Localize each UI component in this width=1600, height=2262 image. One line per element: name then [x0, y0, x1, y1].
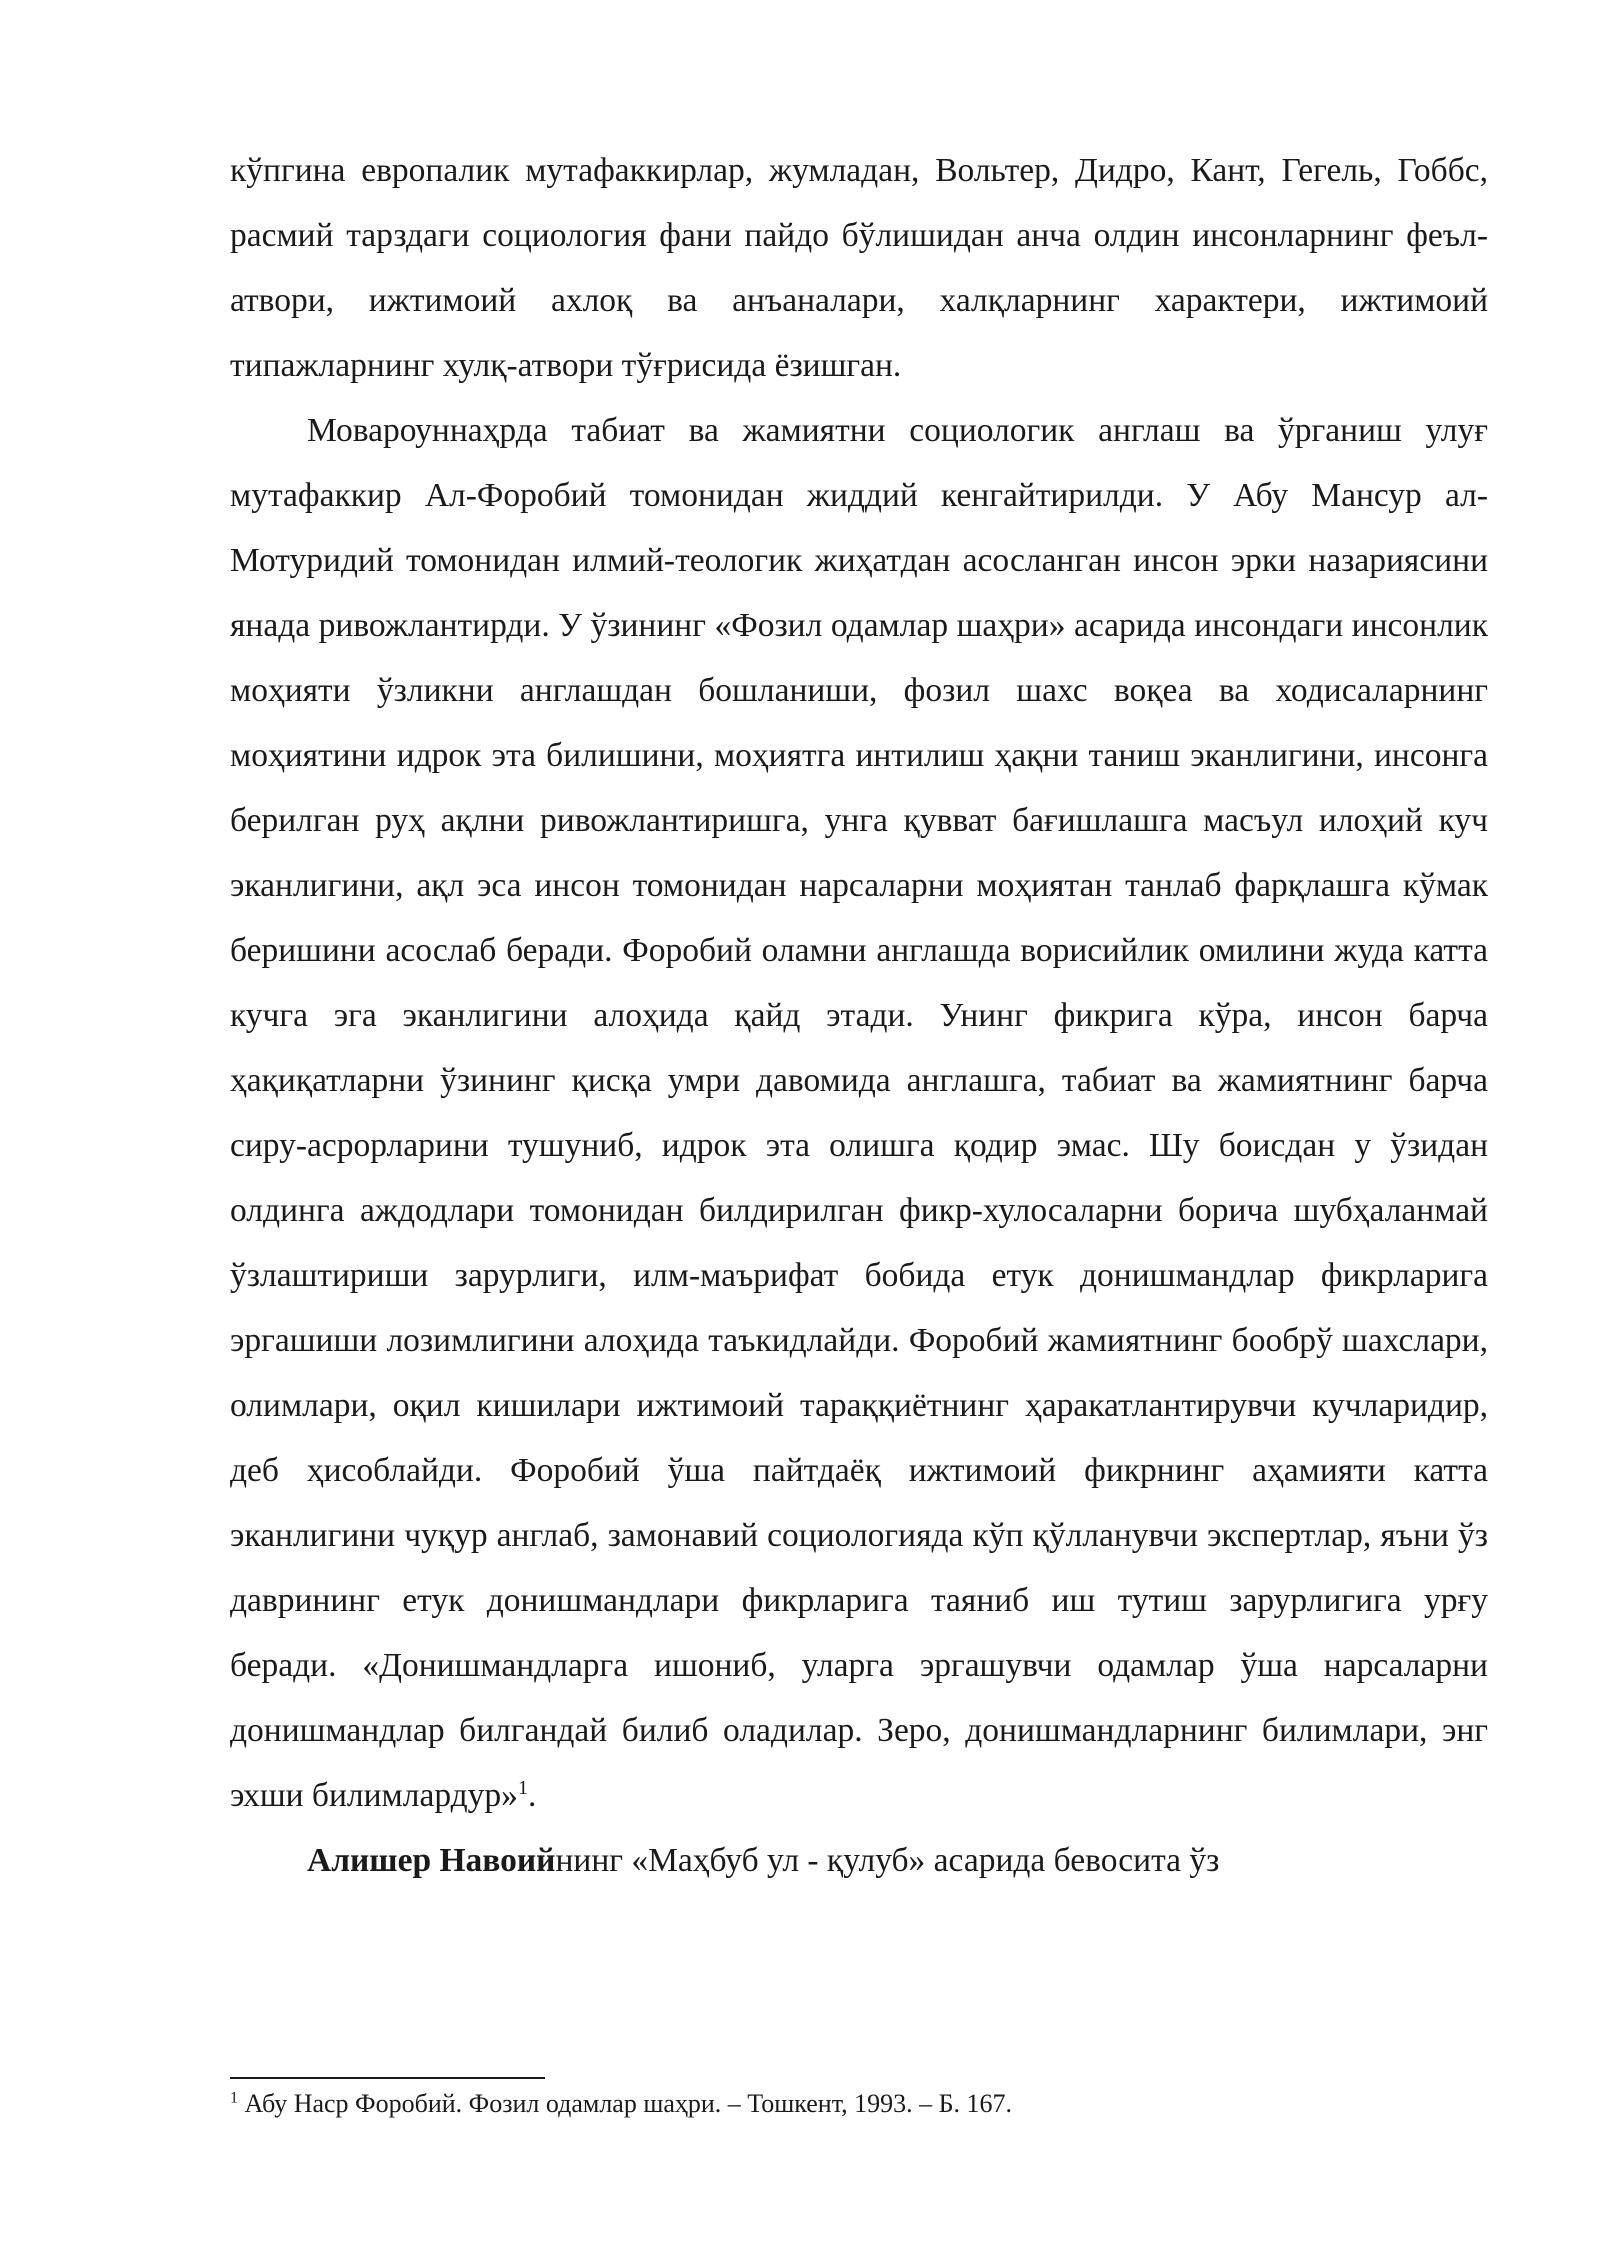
footnote-text: Абу Наср Форобий. Фозил одамлар шаҳри. – Тошкент, 1993. – Б. 167.: [238, 2089, 1013, 2118]
footnote-separator: [230, 2077, 545, 2079]
footnote-reference[interactable]: 1: [517, 1776, 528, 1799]
paragraph-1: [230, 138, 1488, 398]
paragraph-2-text: Мовароуннаҳрда табиат ва жамиятни социологик англаш ва ўрганиш улуғ мутафаккир Ал-Форобий томонидан жиддий кенгайтирилди. У Абу Мансур ал-Мотуридий томонидан илмий-теологик жиҳатдан асосланган инсон эрки назариясини янада ривожлантирди. У ўзининг «Фозил одамлар шаҳри» асарида инсондаги инсонлик моҳияти ўзликни англашдан бошланиши, фозил шахс воқеа ва ходисаларнинг моҳиятини идрок эта билишини, моҳиятга интилиш ҳақни таниш эканлигини, инсонга берилган руҳ ақлни ривожлантиришга, унга қувват бағишлашга масъул илоҳий куч эканлигини, ақл эса инсон томонидан нарсаларни моҳиятан танлаб фарқлашга кўмак беришини асослаб беради. Форобий оламни англашда ворисийлик омилини жуда катта кучга эга эканлигини алоҳида қайд этади. Унинг фикрига кўра, инсон барча ҳақиқатларни ўзининг қисқа умри давомида англашга, табиат ва жамиятнинг барча сиру-асрорларини тушуниб, идрок эта олишга қодир эмас. Шу боисдан у ўзидан олдинга аждодлари томонидан билдирилган фикр-хулосаларни борича шубҳаланмай ўзлаштириши зарурлиги, илм-маърифат бобида етук донишмандлар фикрларига эргашиши лозимлигини алоҳида таъкидлайди. Форобий жамиятнинг бообрў шахслари, олимлари, оқил кишилари ижтимоий тараққиётнинг ҳаракатлантирувчи кучларидир, деб ҳисоблайди. Форобий ўша пайтдаёқ ижтимоий фикрнинг аҳамияти катта эканлигини чуқур англаб, замонавий социологияда кўп қўлланувчи экспертлар, яъни ўз даврининг етук донишмандлари фикрларига таяниб иш тутиш зарурлигига урғу беради. «Донишмандларга ишониб, уларга эргашувчи одамлар ўша нарсаларни донишмандлар билгандай билиб оладилар. Зеро, донишмандларнинг билимлари, энг эхши билимлардур»: [230, 412, 1488, 1814]
paragraph-3: [230, 1828, 1488, 1893]
paragraph-2: [230, 398, 1488, 1828]
paragraph-1-text: кўпгина европалик мутафаккирлар, жумладан, Вольтер, Дидро, Кант, Гегель, Гоббс, расмий тарздаги социология фани пайдо бўлишидан анча олдин инсонларнинг феъл-атвори, ижтимоий ахлоқ ва анъаналари, халқларнинг характери, ижтимоий типажларнинг хулқ-атвори тўғрисида ёзишган.: [230, 152, 1488, 384]
footnote-marker: 1: [230, 2089, 238, 2107]
footnote: [230, 2086, 1488, 2122]
paragraph-3-text: нинг «Маҳбуб ул - қулуб» асарида бевосита ўз: [555, 1842, 1220, 1879]
document-body: [230, 138, 1488, 1893]
paragraph-2-end: .: [527, 1777, 537, 1814]
paragraph-3-author: Алишер Навоий: [307, 1842, 556, 1879]
